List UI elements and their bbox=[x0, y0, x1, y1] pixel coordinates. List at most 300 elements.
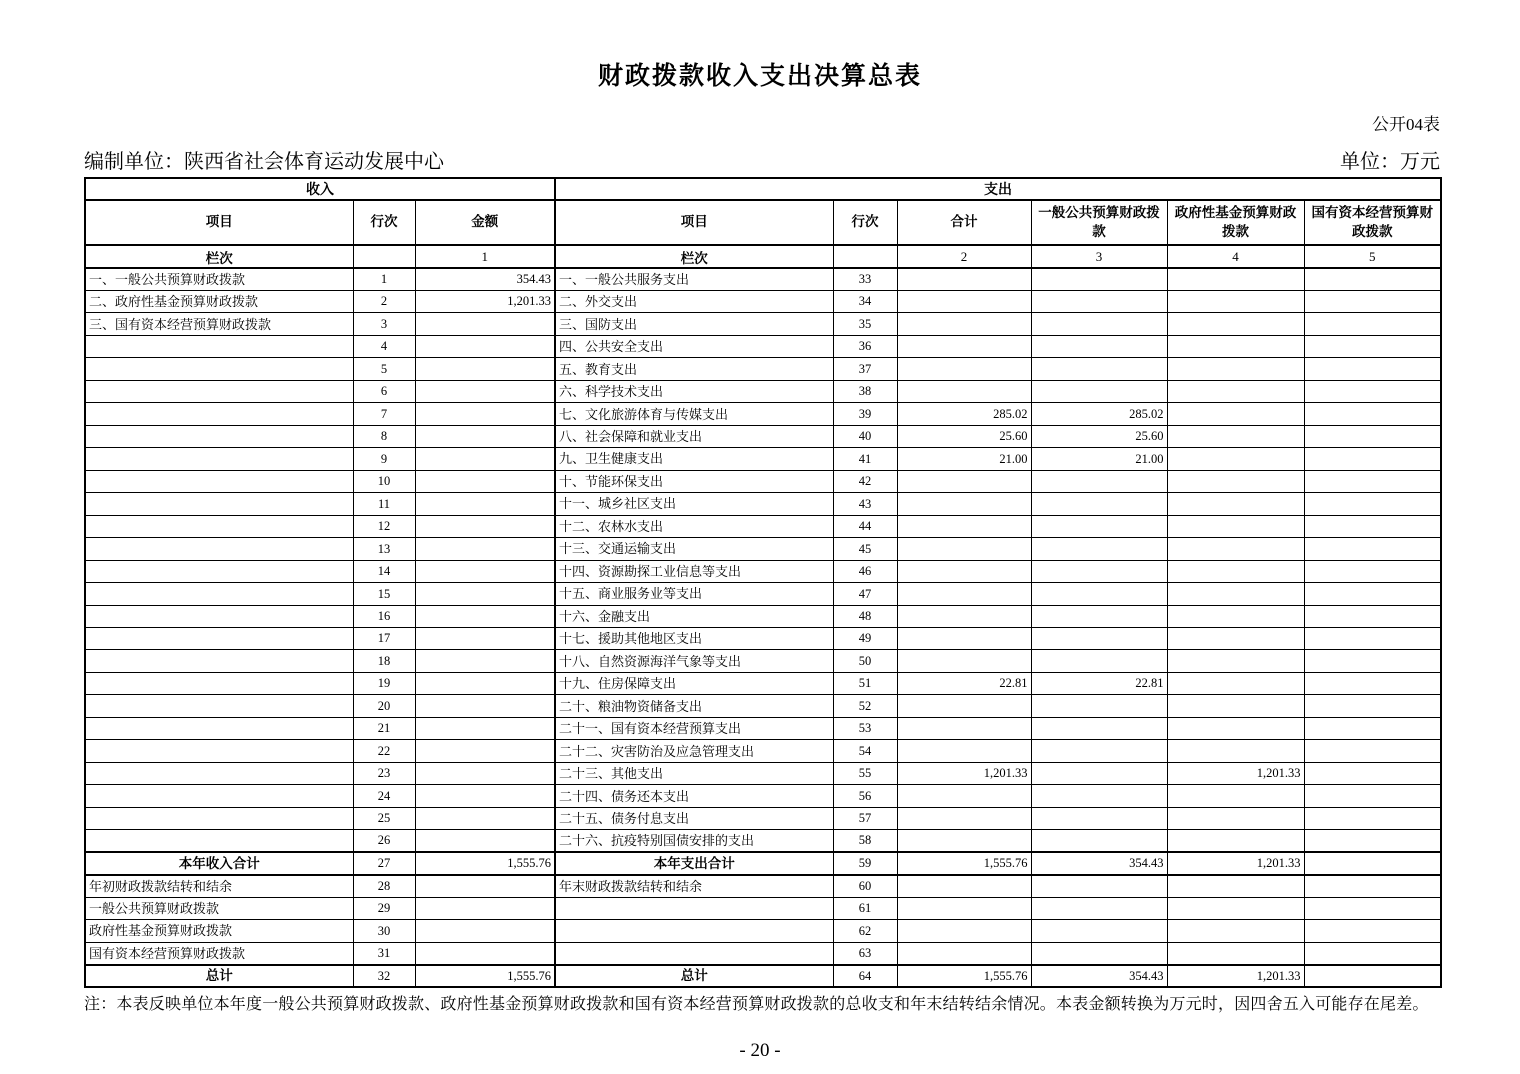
income-item-cell bbox=[85, 628, 353, 650]
expense-general-budget-cell bbox=[1031, 650, 1167, 672]
income-index-line bbox=[353, 245, 415, 268]
expense-general-budget-cell bbox=[1031, 493, 1167, 515]
income-item-cell bbox=[85, 762, 353, 784]
expense-state-capital-cell bbox=[1304, 942, 1441, 964]
expense-state-capital-cell bbox=[1304, 358, 1441, 380]
expense-state-capital-cell bbox=[1304, 965, 1441, 987]
page-number: - 20 - bbox=[739, 1040, 781, 1061]
expense-state-capital-cell bbox=[1304, 313, 1441, 335]
expense-state-capital-cell bbox=[1304, 852, 1441, 874]
expense-govt-fund-cell bbox=[1167, 380, 1304, 402]
expense-govt-fund-cell bbox=[1167, 830, 1304, 852]
income-item-cell bbox=[85, 335, 353, 357]
expense-line-cell: 60 bbox=[833, 875, 897, 897]
expense-line-cell: 48 bbox=[833, 605, 897, 627]
expense-total-cell bbox=[897, 358, 1031, 380]
expense-general-budget-cell bbox=[1031, 920, 1167, 942]
expense-total-cell bbox=[897, 380, 1031, 402]
expense-line-cell: 57 bbox=[833, 807, 897, 829]
table-row bbox=[85, 493, 1441, 515]
expense-line-cell: 36 bbox=[833, 335, 897, 357]
expense-state-capital-cell bbox=[1304, 807, 1441, 829]
expense-line-cell: 49 bbox=[833, 628, 897, 650]
expense-line-cell: 58 bbox=[833, 830, 897, 852]
income-line-cell: 19 bbox=[353, 672, 415, 694]
expense-general-budget-cell bbox=[1031, 942, 1167, 964]
income-amount-cell bbox=[415, 628, 555, 650]
expense-state-capital-cell bbox=[1304, 628, 1441, 650]
income-item-cell: 国有资本经营预算财政拨款 bbox=[85, 942, 353, 964]
table-row bbox=[85, 583, 1441, 605]
footnote: 注：本表反映单位本年度一般公共预算财政拨款、政府性基金预算财政拨款和国有资本经营预算财政拨款的总收支和年末结转结余情况。本表金额转换为万元时，因四舍五入可能存在尾差。 bbox=[84, 996, 1429, 1013]
income-line-cell: 8 bbox=[353, 425, 415, 447]
expense-total-cell: 285.02 bbox=[897, 403, 1031, 425]
expense-general-budget-cell bbox=[1031, 515, 1167, 537]
expense-total-cell bbox=[897, 920, 1031, 942]
table-row bbox=[85, 740, 1441, 762]
expense-govt-fund-cell bbox=[1167, 290, 1304, 312]
table-row bbox=[85, 672, 1441, 694]
table-row bbox=[85, 695, 1441, 717]
expense-item-cell: 十八、自然资源海洋气象等支出 bbox=[555, 650, 833, 672]
income-item-cell bbox=[85, 380, 353, 402]
income-line-cell: 22 bbox=[353, 740, 415, 762]
table-row bbox=[85, 403, 1441, 425]
expense-line-cell: 64 bbox=[833, 965, 897, 987]
expense-general-budget-cell bbox=[1031, 717, 1167, 739]
income-line-cell: 10 bbox=[353, 470, 415, 492]
income-amount-cell bbox=[415, 358, 555, 380]
income-amount-cell bbox=[415, 403, 555, 425]
expense-state-capital-cell bbox=[1304, 650, 1441, 672]
expense-govt-fund-cell: 1,201.33 bbox=[1167, 762, 1304, 784]
income-item-cell bbox=[85, 583, 353, 605]
expense-line-cell: 33 bbox=[833, 268, 897, 290]
income-line-cell: 29 bbox=[353, 897, 415, 919]
income-amount-cell bbox=[415, 762, 555, 784]
expense-line-cell: 44 bbox=[833, 515, 897, 537]
expense-line-cell: 52 bbox=[833, 695, 897, 717]
income-item-cell bbox=[85, 403, 353, 425]
expense-item-cell: 本年支出合计 bbox=[555, 852, 833, 874]
table-row bbox=[85, 807, 1441, 829]
income-line-cell: 23 bbox=[353, 762, 415, 784]
expense-general-budget-cell bbox=[1031, 560, 1167, 582]
income-amount-cell bbox=[415, 942, 555, 964]
expense-item-cell: 十五、商业服务业等支出 bbox=[555, 583, 833, 605]
expense-state-capital-cell bbox=[1304, 515, 1441, 537]
expense-general-budget-cell bbox=[1031, 695, 1167, 717]
expense-state-capital-cell bbox=[1304, 897, 1441, 919]
expense-state-capital-cell bbox=[1304, 672, 1441, 694]
expense-govt-fund-cell bbox=[1167, 740, 1304, 762]
expense-state-capital-cell bbox=[1304, 695, 1441, 717]
table-code: 公开04表 bbox=[1372, 115, 1440, 134]
expense-col-general-budget: 一般公共预算财政拨款 bbox=[1031, 200, 1167, 245]
income-line-cell: 1 bbox=[353, 268, 415, 290]
expense-total-cell bbox=[897, 628, 1031, 650]
expense-general-budget-cell bbox=[1031, 313, 1167, 335]
income-item-cell bbox=[85, 695, 353, 717]
expense-col-govt-fund: 政府性基金预算财政拨款 bbox=[1167, 200, 1304, 245]
income-item-cell bbox=[85, 470, 353, 492]
expense-total-cell bbox=[897, 560, 1031, 582]
expense-state-capital-cell bbox=[1304, 493, 1441, 515]
expense-total-cell: 22.81 bbox=[897, 672, 1031, 694]
expense-general-budget-cell bbox=[1031, 762, 1167, 784]
income-line-cell: 31 bbox=[353, 942, 415, 964]
column-index-row bbox=[85, 245, 1441, 268]
expense-general-budget-cell: 21.00 bbox=[1031, 448, 1167, 470]
expense-total-cell bbox=[897, 942, 1031, 964]
expense-general-budget-cell bbox=[1031, 785, 1167, 807]
table-body bbox=[85, 268, 1441, 987]
expense-line-cell: 40 bbox=[833, 425, 897, 447]
income-amount-cell bbox=[415, 515, 555, 537]
expense-state-capital-cell bbox=[1304, 448, 1441, 470]
expense-line-cell: 39 bbox=[833, 403, 897, 425]
expense-item-cell bbox=[555, 920, 833, 942]
expense-line-cell: 34 bbox=[833, 290, 897, 312]
expense-general-budget-cell bbox=[1031, 538, 1167, 560]
income-amount-cell bbox=[415, 740, 555, 762]
expense-state-capital-cell bbox=[1304, 380, 1441, 402]
expense-general-budget-cell bbox=[1031, 897, 1167, 919]
expense-govt-fund-cell bbox=[1167, 403, 1304, 425]
section-header-row bbox=[85, 178, 1441, 200]
expense-item-cell: 十二、农林水支出 bbox=[555, 515, 833, 537]
expense-general-budget-cell bbox=[1031, 875, 1167, 897]
expense-item-cell: 二十六、抗疫特别国债安排的支出 bbox=[555, 830, 833, 852]
income-item-cell: 政府性基金预算财政拨款 bbox=[85, 920, 353, 942]
income-item-cell: 年初财政拨款结转和结余 bbox=[85, 875, 353, 897]
expense-item-cell: 二十五、债务付息支出 bbox=[555, 807, 833, 829]
expense-general-budget-cell bbox=[1031, 830, 1167, 852]
income-amount-cell bbox=[415, 717, 555, 739]
expense-line-cell: 43 bbox=[833, 493, 897, 515]
expense-index-5: 5 bbox=[1304, 245, 1441, 268]
expense-state-capital-cell bbox=[1304, 470, 1441, 492]
income-item-cell bbox=[85, 717, 353, 739]
expense-general-budget-cell: 22.81 bbox=[1031, 672, 1167, 694]
table-row bbox=[85, 897, 1441, 919]
expense-govt-fund-cell bbox=[1167, 695, 1304, 717]
expense-govt-fund-cell bbox=[1167, 650, 1304, 672]
expense-govt-fund-cell bbox=[1167, 717, 1304, 739]
table-row bbox=[85, 560, 1441, 582]
table-row bbox=[85, 785, 1441, 807]
expense-general-budget-cell bbox=[1031, 740, 1167, 762]
income-line-cell: 30 bbox=[353, 920, 415, 942]
income-amount-cell bbox=[415, 830, 555, 852]
table-row bbox=[85, 313, 1441, 335]
column-header-row bbox=[85, 200, 1441, 245]
table-row bbox=[85, 830, 1441, 852]
expense-item-cell: 十一、城乡社区支出 bbox=[555, 493, 833, 515]
income-item-cell bbox=[85, 538, 353, 560]
table-row bbox=[85, 605, 1441, 627]
income-amount-cell bbox=[415, 897, 555, 919]
expense-total-cell bbox=[897, 785, 1031, 807]
expense-item-cell: 二十四、债务还本支出 bbox=[555, 785, 833, 807]
income-line-cell: 14 bbox=[353, 560, 415, 582]
expense-general-budget-cell bbox=[1031, 290, 1167, 312]
expense-state-capital-cell bbox=[1304, 335, 1441, 357]
table-row bbox=[85, 380, 1441, 402]
table-row bbox=[85, 717, 1441, 739]
income-amount-cell bbox=[415, 335, 555, 357]
income-amount-cell bbox=[415, 672, 555, 694]
expense-line-cell: 53 bbox=[833, 717, 897, 739]
expense-col-state-capital: 国有资本经营预算财政拨款 bbox=[1304, 200, 1441, 245]
expense-line-cell: 37 bbox=[833, 358, 897, 380]
expense-line-cell: 55 bbox=[833, 762, 897, 784]
income-item-cell: 二、政府性基金预算财政拨款 bbox=[85, 290, 353, 312]
income-amount-cell bbox=[415, 448, 555, 470]
income-amount-cell bbox=[415, 313, 555, 335]
table-row bbox=[85, 448, 1441, 470]
expense-total-cell bbox=[897, 695, 1031, 717]
expense-general-budget-cell: 285.02 bbox=[1031, 403, 1167, 425]
expense-govt-fund-cell bbox=[1167, 313, 1304, 335]
income-col-line: 行次 bbox=[353, 200, 415, 245]
income-amount-cell: 1,555.76 bbox=[415, 852, 555, 874]
income-line-cell: 24 bbox=[353, 785, 415, 807]
expense-state-capital-cell bbox=[1304, 740, 1441, 762]
expense-state-capital-cell bbox=[1304, 605, 1441, 627]
expense-total-cell: 1,555.76 bbox=[897, 852, 1031, 874]
expense-index-3: 3 bbox=[1031, 245, 1167, 268]
income-index-label: 栏次 bbox=[85, 245, 353, 268]
expense-state-capital-cell bbox=[1304, 717, 1441, 739]
table-row bbox=[85, 920, 1441, 942]
expense-total-cell bbox=[897, 875, 1031, 897]
income-item-cell: 本年收入合计 bbox=[85, 852, 353, 874]
expense-state-capital-cell bbox=[1304, 583, 1441, 605]
income-line-cell: 2 bbox=[353, 290, 415, 312]
expense-govt-fund-cell bbox=[1167, 807, 1304, 829]
expense-line-cell: 56 bbox=[833, 785, 897, 807]
income-item-cell: 三、国有资本经营预算财政拨款 bbox=[85, 313, 353, 335]
expense-state-capital-cell bbox=[1304, 875, 1441, 897]
expense-state-capital-cell bbox=[1304, 560, 1441, 582]
expense-item-cell: 三、国防支出 bbox=[555, 313, 833, 335]
income-line-cell: 32 bbox=[353, 965, 415, 987]
expense-item-cell: 十九、住房保障支出 bbox=[555, 672, 833, 694]
expense-total-cell bbox=[897, 717, 1031, 739]
income-line-cell: 5 bbox=[353, 358, 415, 380]
expense-item-cell: 十七、援助其他地区支出 bbox=[555, 628, 833, 650]
expense-total-cell bbox=[897, 897, 1031, 919]
income-amount-cell: 1,555.76 bbox=[415, 965, 555, 987]
expense-govt-fund-cell: 1,201.33 bbox=[1167, 965, 1304, 987]
expense-item-cell bbox=[555, 897, 833, 919]
expense-line-cell: 63 bbox=[833, 942, 897, 964]
expense-govt-fund-cell bbox=[1167, 605, 1304, 627]
expense-total-cell: 25.60 bbox=[897, 425, 1031, 447]
income-item-cell: 一般公共预算财政拨款 bbox=[85, 897, 353, 919]
income-amount-cell bbox=[415, 493, 555, 515]
expense-line-cell: 50 bbox=[833, 650, 897, 672]
income-line-cell: 20 bbox=[353, 695, 415, 717]
income-line-cell: 15 bbox=[353, 583, 415, 605]
expense-item-cell: 二、外交支出 bbox=[555, 290, 833, 312]
income-item-cell bbox=[85, 785, 353, 807]
expense-item-cell: 二十二、灾害防治及应急管理支出 bbox=[555, 740, 833, 762]
expense-general-budget-cell bbox=[1031, 807, 1167, 829]
expense-govt-fund-cell bbox=[1167, 942, 1304, 964]
expense-item-cell: 八、社会保障和就业支出 bbox=[555, 425, 833, 447]
expense-line-cell: 45 bbox=[833, 538, 897, 560]
table-row bbox=[85, 628, 1441, 650]
expense-index-2: 2 bbox=[897, 245, 1031, 268]
income-line-cell: 28 bbox=[353, 875, 415, 897]
expense-general-budget-cell bbox=[1031, 380, 1167, 402]
expense-total-cell bbox=[897, 605, 1031, 627]
expense-govt-fund-cell bbox=[1167, 470, 1304, 492]
expense-item-cell: 十三、交通运输支出 bbox=[555, 538, 833, 560]
expense-govt-fund-cell bbox=[1167, 560, 1304, 582]
expense-line-cell: 61 bbox=[833, 897, 897, 919]
expense-total-cell bbox=[897, 515, 1031, 537]
income-line-cell: 6 bbox=[353, 380, 415, 402]
table-row bbox=[85, 290, 1441, 312]
expense-item-cell: 十四、资源勘探工业信息等支出 bbox=[555, 560, 833, 582]
table-row bbox=[85, 852, 1441, 874]
income-line-cell: 7 bbox=[353, 403, 415, 425]
expense-item-cell: 六、科学技术支出 bbox=[555, 380, 833, 402]
expense-general-budget-cell: 354.43 bbox=[1031, 965, 1167, 987]
expense-line-cell: 41 bbox=[833, 448, 897, 470]
income-amount-cell bbox=[415, 807, 555, 829]
income-amount-cell bbox=[415, 470, 555, 492]
expense-line-cell: 35 bbox=[833, 313, 897, 335]
income-item-cell bbox=[85, 493, 353, 515]
expense-item-cell: 四、公共安全支出 bbox=[555, 335, 833, 357]
income-amount-cell bbox=[415, 425, 555, 447]
expense-total-cell bbox=[897, 335, 1031, 357]
table-row bbox=[85, 650, 1441, 672]
expense-section-header: 支出 bbox=[555, 178, 1441, 200]
income-line-cell: 13 bbox=[353, 538, 415, 560]
expense-total-cell: 1,201.33 bbox=[897, 762, 1031, 784]
table-row bbox=[85, 942, 1441, 964]
fiscal-appropriation-table bbox=[84, 177, 1442, 988]
expense-total-cell bbox=[897, 493, 1031, 515]
income-line-cell: 17 bbox=[353, 628, 415, 650]
unit-label: 单位：万元 bbox=[1340, 151, 1440, 173]
income-item-cell bbox=[85, 515, 353, 537]
expense-line-cell: 51 bbox=[833, 672, 897, 694]
table-row bbox=[85, 470, 1441, 492]
income-item-cell bbox=[85, 650, 353, 672]
expense-total-cell bbox=[897, 830, 1031, 852]
income-line-cell: 21 bbox=[353, 717, 415, 739]
expense-govt-fund-cell bbox=[1167, 628, 1304, 650]
table-row bbox=[85, 335, 1441, 357]
expense-item-cell: 二十三、其他支出 bbox=[555, 762, 833, 784]
expense-item-cell: 一、一般公共服务支出 bbox=[555, 268, 833, 290]
expense-total-cell bbox=[897, 807, 1031, 829]
expense-total-cell bbox=[897, 740, 1031, 762]
income-line-cell: 18 bbox=[353, 650, 415, 672]
expense-govt-fund-cell bbox=[1167, 672, 1304, 694]
expense-line-cell: 54 bbox=[833, 740, 897, 762]
expense-item-cell: 十、节能环保支出 bbox=[555, 470, 833, 492]
expense-line-cell: 59 bbox=[833, 852, 897, 874]
income-amount-cell: 1,201.33 bbox=[415, 290, 555, 312]
expense-item-cell: 总计 bbox=[555, 965, 833, 987]
table-row bbox=[85, 358, 1441, 380]
expense-total-cell: 1,555.76 bbox=[897, 965, 1031, 987]
table-row bbox=[85, 762, 1441, 784]
income-amount-cell: 354.43 bbox=[415, 268, 555, 290]
expense-govt-fund-cell bbox=[1167, 785, 1304, 807]
expense-govt-fund-cell bbox=[1167, 897, 1304, 919]
expense-general-budget-cell bbox=[1031, 583, 1167, 605]
table-row bbox=[85, 425, 1441, 447]
income-item-cell bbox=[85, 740, 353, 762]
expense-govt-fund-cell bbox=[1167, 358, 1304, 380]
income-amount-cell bbox=[415, 695, 555, 717]
income-item-cell bbox=[85, 358, 353, 380]
expense-index-4: 4 bbox=[1167, 245, 1304, 268]
expense-govt-fund-cell bbox=[1167, 920, 1304, 942]
expense-item-cell: 十六、金融支出 bbox=[555, 605, 833, 627]
expense-item-cell bbox=[555, 942, 833, 964]
expense-item-cell: 二十、粮油物资储备支出 bbox=[555, 695, 833, 717]
income-item-cell bbox=[85, 560, 353, 582]
income-line-cell: 9 bbox=[353, 448, 415, 470]
income-item-cell: 总计 bbox=[85, 965, 353, 987]
income-amount-cell bbox=[415, 538, 555, 560]
income-amount-cell bbox=[415, 650, 555, 672]
expense-govt-fund-cell bbox=[1167, 493, 1304, 515]
expense-state-capital-cell bbox=[1304, 785, 1441, 807]
expense-item-cell: 年末财政拨款结转和结余 bbox=[555, 875, 833, 897]
expense-general-budget-cell bbox=[1031, 628, 1167, 650]
expense-state-capital-cell bbox=[1304, 290, 1441, 312]
income-amount-cell bbox=[415, 560, 555, 582]
expense-item-cell: 五、教育支出 bbox=[555, 358, 833, 380]
page-title: 财政拨款收入支出决算总表 bbox=[597, 63, 922, 90]
income-amount-cell bbox=[415, 380, 555, 402]
income-line-cell: 12 bbox=[353, 515, 415, 537]
expense-total-cell bbox=[897, 538, 1031, 560]
income-line-cell: 25 bbox=[353, 807, 415, 829]
expense-total-cell: 21.00 bbox=[897, 448, 1031, 470]
income-col-amount: 金额 bbox=[415, 200, 555, 245]
income-amount-cell bbox=[415, 605, 555, 627]
income-line-cell: 3 bbox=[353, 313, 415, 335]
expense-general-budget-cell bbox=[1031, 335, 1167, 357]
income-item-cell bbox=[85, 425, 353, 447]
expense-state-capital-cell bbox=[1304, 538, 1441, 560]
income-amount-cell bbox=[415, 875, 555, 897]
expense-total-cell bbox=[897, 268, 1031, 290]
expense-line-cell: 62 bbox=[833, 920, 897, 942]
income-line-cell: 11 bbox=[353, 493, 415, 515]
income-item-cell bbox=[85, 807, 353, 829]
income-line-cell: 27 bbox=[353, 852, 415, 874]
compiling-unit: 编制单位：陕西省社会体育运动发展中心 bbox=[84, 151, 444, 173]
table-row bbox=[85, 515, 1441, 537]
expense-govt-fund-cell bbox=[1167, 335, 1304, 357]
expense-line-cell: 38 bbox=[833, 380, 897, 402]
expense-total-cell bbox=[897, 290, 1031, 312]
expense-total-cell bbox=[897, 313, 1031, 335]
table-row bbox=[85, 538, 1441, 560]
